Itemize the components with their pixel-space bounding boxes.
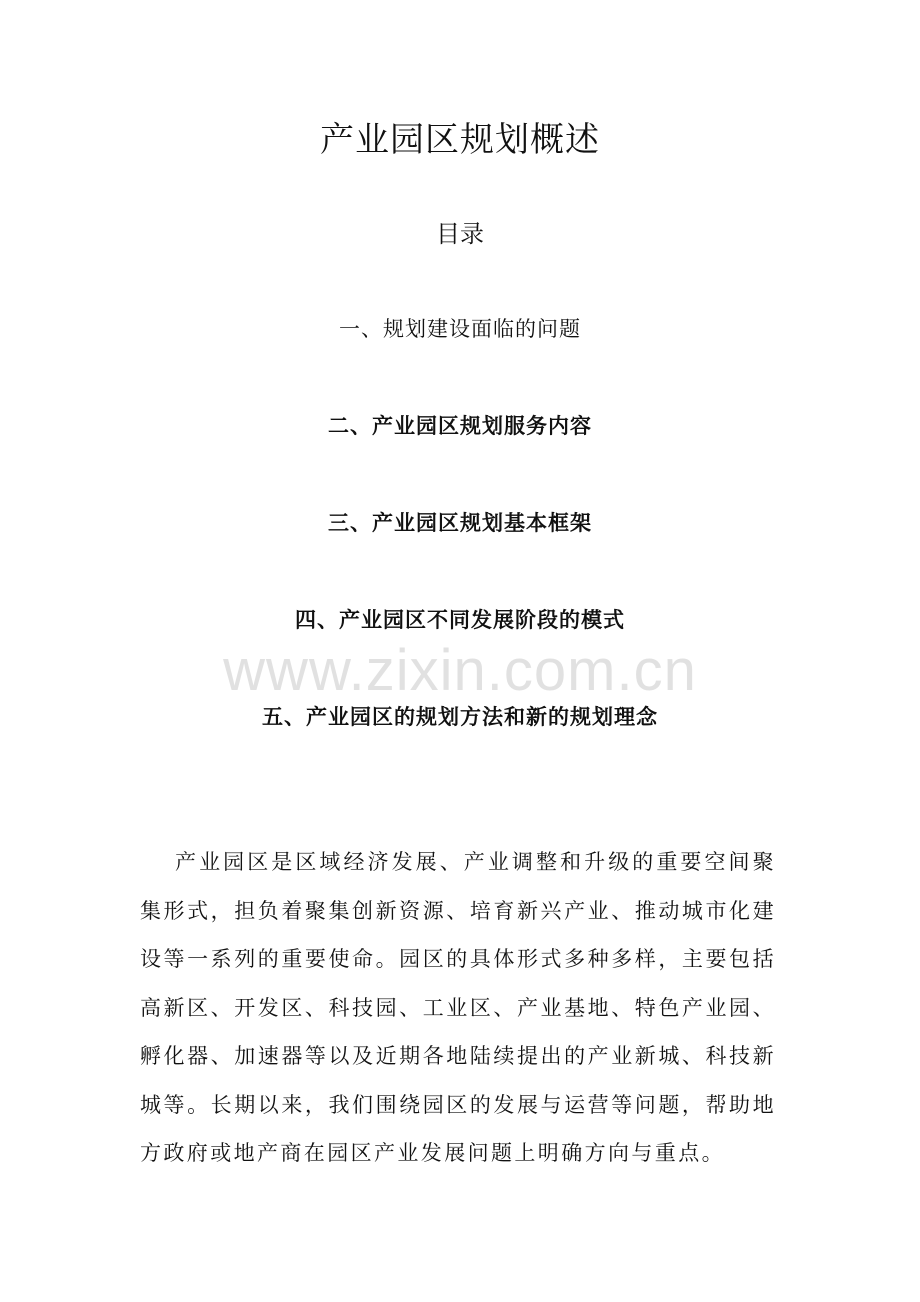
toc-item-5: 五、产业园区的规划方法和新的规划理念 <box>262 704 658 729</box>
watermark: www.zixin.com.cn <box>223 638 697 703</box>
toc-item-4: 四、产业园区不同发展阶段的模式 <box>295 607 625 632</box>
toc-heading: 目录 <box>436 220 484 248</box>
toc-item-2: 二、产业园区规划服务内容 <box>328 413 592 438</box>
document-title: 产业园区规划概述 <box>320 120 600 160</box>
toc-item-3: 三、产业园区规划基本框架 <box>328 510 592 535</box>
toc-item-1: 一、规划建设面临的问题 <box>339 317 581 341</box>
body-paragraph: 产业园区是区域经济发展、产业调整和升级的重要空间聚集形式，担负着聚集创新资源、培育新兴产业、推动城市化建设等一系列的重要使命。园区的具体形式多种多样，主要包括高新区、开发区、科技园、工业区、产业基地、特色产业园、孵化器、加速器等以及近期各地陆续提出的产业新城、科技新城等。长期以来，我们围绕园区的发展与运营等问题，帮助地方政府或地产商在园区产业发展问题上明确方向与重点。 <box>140 850 776 1165</box>
